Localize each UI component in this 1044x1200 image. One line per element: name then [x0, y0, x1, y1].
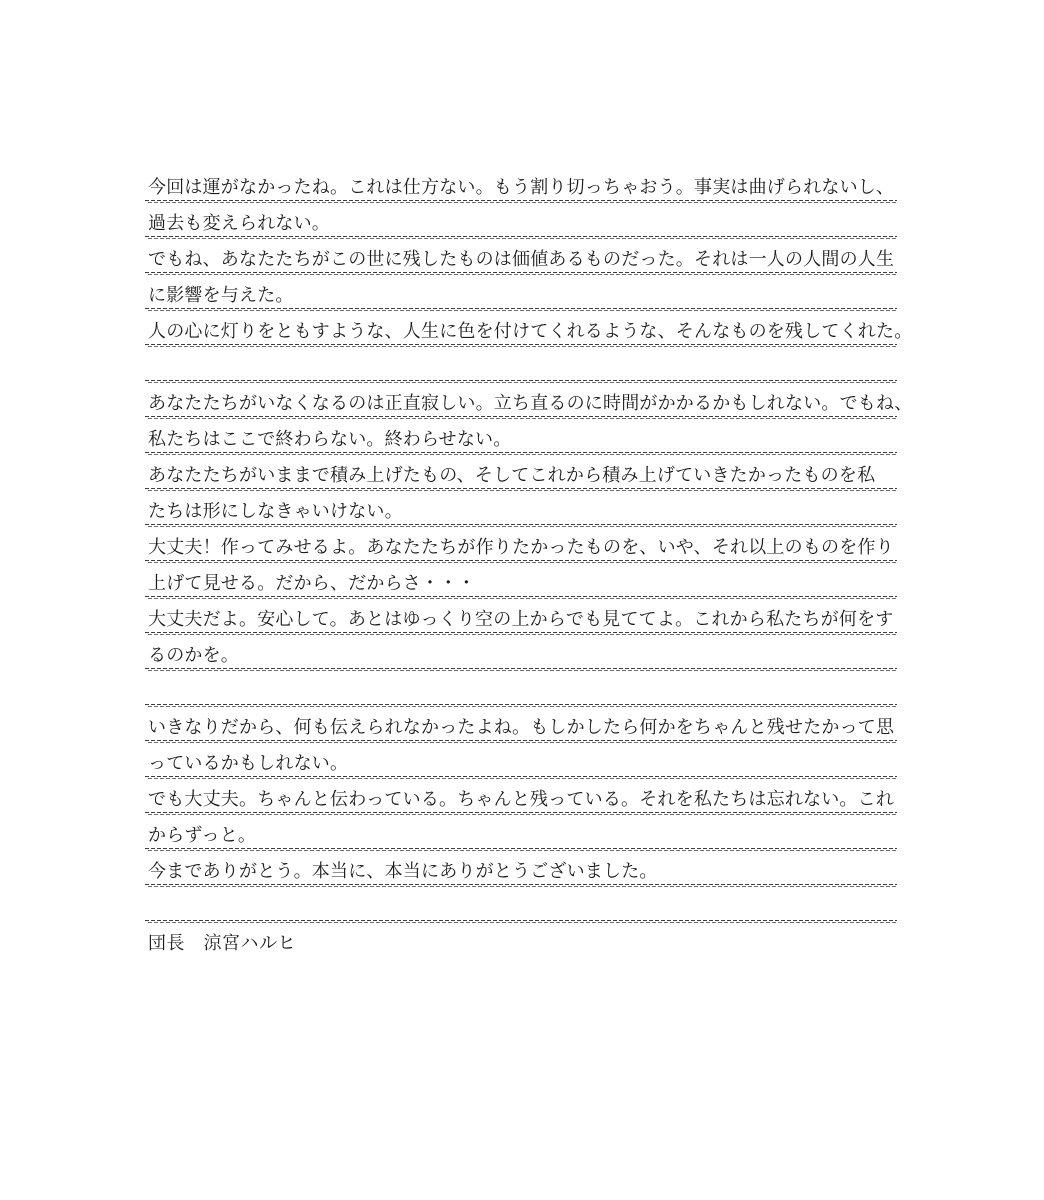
letter-line-text: たちは形にしなきゃいけない。 [148, 501, 403, 522]
letter-line-text: 今までありがとう。本当に、本当にありがとうございました。 [148, 861, 658, 882]
ruled-underline [145, 488, 897, 491]
letter-line [148, 789, 898, 825]
ruled-underline [145, 524, 897, 527]
letter-line-text: あなたたちがいなくなるのは正直寂しい。立ち直るのに時間がかかるかもしれない。でもね、 [148, 393, 913, 414]
ruled-underline [145, 812, 897, 815]
letter-line [148, 321, 913, 357]
letter-line-text: 私たちはここで終わらない。終わらせない。 [148, 429, 512, 450]
ruled-underline [145, 272, 897, 275]
letter-line [148, 249, 898, 285]
letter-line [148, 177, 898, 213]
ruled-underline [145, 308, 897, 311]
letter-line [148, 393, 913, 429]
letter-page [148, 177, 913, 969]
letter-line [148, 285, 898, 321]
letter-line-text: 上げて見せる。だから、だからさ・・・ [148, 573, 476, 594]
letter-line-text: 今回は運がなかったね。これは仕方ない。もう割り切っちゃおう。事実は曲げられないし、 [148, 177, 895, 198]
ruled-underline [145, 776, 897, 779]
signature-line [148, 933, 898, 969]
ruled-underline [145, 920, 897, 923]
ruled-underline [145, 200, 897, 203]
letter-blank-line [148, 897, 898, 933]
letter-line [148, 753, 898, 789]
ruled-underline [145, 704, 897, 707]
letter-line-text: 過去も変えられない。 [148, 213, 330, 234]
letter-line [148, 537, 898, 573]
letter-line [148, 213, 898, 249]
letter-line [148, 573, 898, 609]
letter-blank-line [148, 681, 898, 717]
letter-line-text: でも大丈夫。ちゃんと伝わっている。ちゃんと残っている。それを私たちは忘れない。これ [148, 789, 895, 810]
ruled-underline [145, 380, 897, 383]
letter-line [148, 465, 898, 501]
ruled-underline [145, 560, 897, 563]
letter-line [148, 825, 898, 861]
ruled-underline [145, 848, 897, 851]
letter-line-text: に影響を与えた。 [148, 285, 294, 306]
ruled-underline [145, 740, 897, 743]
letter-line [148, 501, 898, 537]
letter-line [148, 609, 898, 645]
ruled-underline [145, 452, 897, 455]
letter-line-text: 大丈夫！作ってみせるよ。あなたたちが作りたかったものを、いや、それ以上のものを作り [148, 537, 894, 558]
letter-line [148, 645, 898, 681]
ruled-underline [145, 632, 897, 635]
letter-line-text: 大丈夫だよ。安心して。あとはゆっくり空の上からでも見ててよ。これから私たちが何をす [148, 609, 894, 630]
ruled-underline [145, 236, 897, 239]
letter-line-text: いきなりだから、何も伝えられなかったよね。もしかしたら何かをちゃんと残せたかって思 [148, 717, 895, 738]
letter-line [148, 717, 898, 753]
letter-line-text: るのかを。 [148, 645, 239, 666]
signature-text: 団長 涼宮ハルヒ [148, 933, 296, 954]
letter-line-text: っているかもしれない。 [148, 753, 349, 774]
letter-line-text: 人の心に灯りをともすような、人生に色を付けてくれるような、そんなものを残してくれた。 [148, 321, 913, 342]
ruled-underline [145, 344, 897, 347]
letter-line [148, 861, 898, 897]
ruled-underline [145, 668, 897, 671]
letter-line-text: でもね、あなたたちがこの世に残したものは価値あるものだった。それは一人の人間の人生 [148, 249, 895, 270]
ruled-underline [145, 596, 897, 599]
letter-line-text: あなたたちがいままで積み上げたもの、そしてこれから積み上げていきたかったものを私 [148, 465, 876, 486]
letter-line [148, 429, 898, 465]
letter-blank-line [148, 357, 898, 393]
ruled-underline [145, 416, 897, 419]
ruled-underline [145, 884, 897, 887]
letter-line-text: からずっと。 [148, 825, 257, 846]
